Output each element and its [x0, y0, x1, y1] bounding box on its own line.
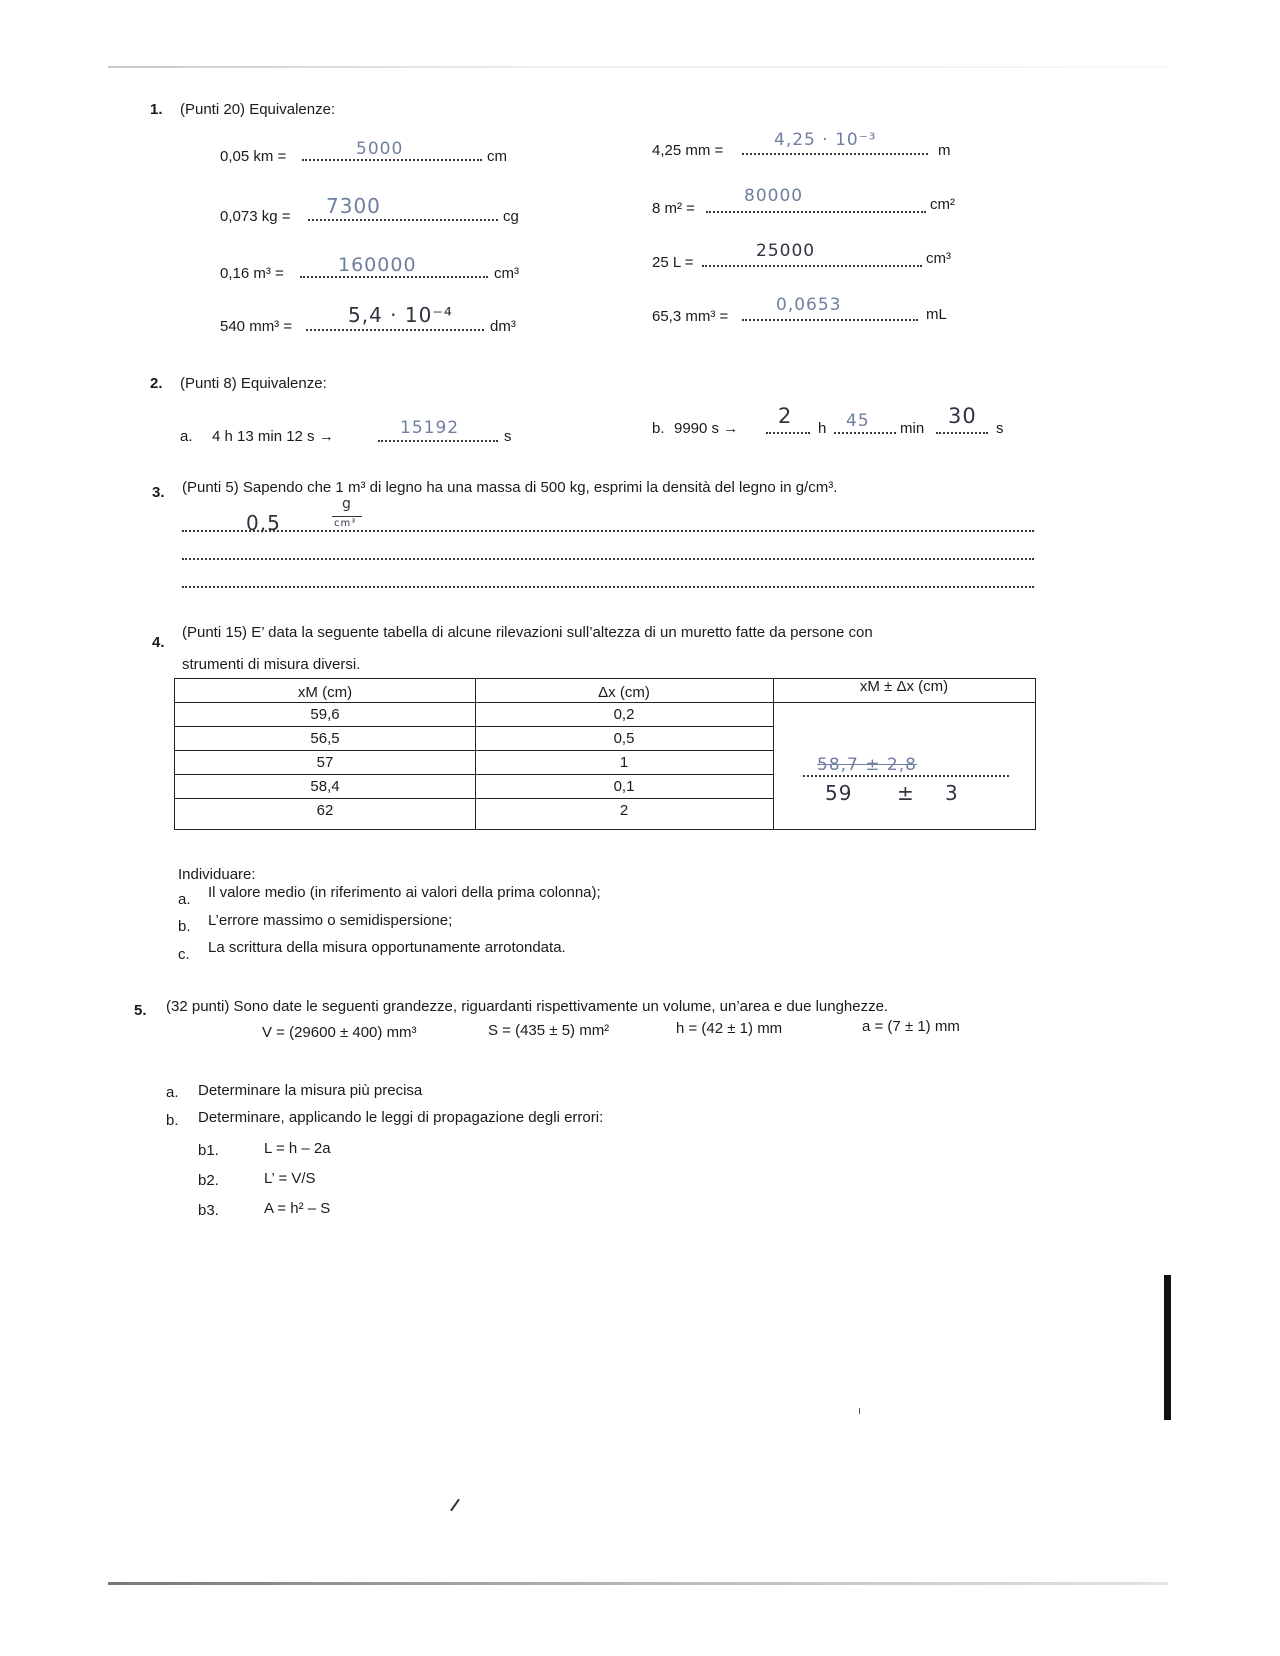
answer-line: [834, 432, 896, 434]
sub-item-label: b2.: [198, 1172, 219, 1189]
handwritten-crossed-result: 58,7 ± 2,8: [817, 755, 917, 775]
answer-line: [182, 586, 1034, 588]
unit-label: min: [900, 420, 925, 437]
column-header: xM ± Δx (cm): [859, 678, 949, 695]
table-cell: 57: [316, 754, 334, 771]
answer-line: [306, 329, 484, 331]
answer-line: [803, 775, 1009, 777]
question-number: 4.: [152, 634, 165, 651]
handwritten-answer: 5,4 · 10⁻⁴: [348, 303, 453, 327]
conversion-expression: 0,16 m³ =: [220, 265, 284, 282]
question-text: (32 punti) Sono date le seguenti grandezze, riguardanti rispettivamente un volume, un’area e due lunghezze.: [166, 998, 889, 1015]
question-number: 2.: [150, 375, 163, 392]
formula: L’ = V/S: [264, 1170, 316, 1187]
question-number: 1.: [150, 101, 163, 118]
handwritten-answer: 7300: [326, 194, 381, 218]
page-edge-shadow: [1164, 1275, 1171, 1420]
pen-mark: [859, 1408, 860, 1414]
conversion-expression: 0,05 km =: [220, 148, 287, 165]
table-cell: 0,1: [613, 778, 635, 795]
conversion-expression: 4,25 mm =: [652, 142, 724, 159]
conversion-expression: 25 L =: [652, 254, 694, 271]
column-header: xM (cm): [297, 684, 353, 701]
handwritten-answer: 2: [778, 404, 793, 428]
handwritten-answer: 160000: [338, 254, 417, 276]
handwritten-answer: 0,5: [246, 511, 281, 535]
unit-label: m: [938, 142, 951, 159]
table-row: [175, 799, 773, 822]
unit-label: cm²: [930, 196, 955, 213]
pen-mark: [450, 1499, 460, 1512]
conversion-expression: 65,3 mm³ =: [652, 308, 729, 325]
item-label: a.: [180, 428, 193, 445]
table-cell: 0,2: [613, 706, 635, 723]
item-label: b.: [178, 918, 191, 935]
table-row: [175, 751, 773, 775]
page-edge: [108, 1582, 1168, 1585]
handwritten-answer: 15192: [400, 418, 460, 438]
quantity-height: h = (42 ± 1) mm: [676, 1020, 783, 1037]
item-text: Determinare la misura più precisa: [198, 1082, 423, 1099]
answer-line: [766, 432, 810, 434]
conversion-expression: 8 m² =: [652, 200, 695, 217]
unit-label: cm³: [926, 250, 951, 267]
table-cell: 2: [619, 802, 629, 819]
question-number: 5.: [134, 1002, 147, 1019]
item-label: c.: [178, 946, 190, 963]
unit-label: s: [996, 420, 1004, 437]
item-text: Determinare, applicando le leggi di propagazione degli errori:: [198, 1109, 604, 1126]
table-cell: 56,5: [310, 730, 340, 747]
quantity-length: a = (7 ± 1) mm: [862, 1018, 960, 1035]
handwritten-answer: 5000: [356, 139, 404, 159]
handwritten-result-value: 59: [825, 781, 853, 805]
question-title: (Punti 20) Equivalenze:: [180, 101, 336, 118]
item-text: Il valore medio (in riferimento ai valori della prima colonna);: [208, 884, 601, 901]
handwritten-answer: 80000: [744, 186, 804, 206]
item-label: b.: [652, 420, 665, 437]
measurements-table: [174, 678, 1036, 830]
handwritten-answer: 25000: [756, 241, 816, 261]
item-label: a.: [178, 891, 191, 908]
instruction-heading: Individuare:: [178, 866, 256, 883]
table-row: [175, 727, 773, 751]
table-row: [175, 775, 773, 799]
item-text: La scrittura della misura opportunamente arrotondata.: [208, 939, 566, 956]
unit-label: cm³: [494, 265, 519, 282]
item-text: L’errore massimo o semidispersione;: [208, 912, 453, 929]
table-header-row: [175, 679, 1035, 703]
answer-line: [742, 319, 918, 321]
table-cell: 1: [619, 754, 629, 771]
table-cell: 62: [316, 802, 334, 819]
question-number: 3.: [152, 484, 165, 501]
time-expression: 4 h 13 min 12 s →: [212, 428, 334, 445]
answer-line: [302, 159, 482, 161]
answer-line: [378, 440, 498, 442]
answer-line: [308, 219, 498, 221]
handwritten-fraction-denominator: cm³: [334, 518, 357, 529]
column-header: Δx (cm): [598, 684, 650, 701]
item-label: a.: [166, 1084, 179, 1101]
item-label: b.: [166, 1112, 179, 1129]
conversion-expression: 540 mm³ =: [220, 318, 293, 335]
conversion-expression: 0,073 kg =: [220, 208, 291, 225]
formula: L = h – 2a: [264, 1140, 331, 1157]
unit-label: dm³: [490, 318, 516, 335]
sub-item-label: b3.: [198, 1202, 219, 1219]
table-cell: 0,5: [613, 730, 635, 747]
sub-item-label: b1.: [198, 1142, 219, 1159]
answer-line: [182, 530, 1034, 532]
quantity-volume: V = (29600 ± 400) mm³: [262, 1024, 417, 1041]
handwritten-plus-minus: ±: [897, 781, 915, 805]
answer-line: [742, 153, 928, 155]
unit-label: cg: [503, 208, 519, 225]
answer-line: [706, 211, 926, 213]
unit-label: s: [504, 428, 512, 445]
question-title: (Punti 8) Equivalenze:: [180, 375, 327, 392]
handwritten-answer: 4,25 · 10⁻³: [774, 130, 877, 150]
formula: A = h² – S: [264, 1200, 331, 1217]
answer-line: [702, 265, 922, 267]
question-text: strumenti di misura diversi.: [182, 656, 361, 673]
handwritten-fraction-numerator: g: [342, 496, 352, 512]
quantity-area: S = (435 ± 5) mm²: [488, 1022, 610, 1039]
answer-line: [936, 432, 988, 434]
handwritten-answer: 0,0653: [776, 295, 842, 315]
handwritten-answer: 45: [846, 411, 870, 431]
answer-line: [300, 276, 488, 278]
table-cell: 58,4: [310, 778, 340, 795]
table-cell: 59,6: [310, 706, 340, 723]
handwritten-answer: 30: [948, 404, 977, 428]
unit-label: mL: [926, 306, 947, 323]
unit-label: cm: [487, 148, 507, 165]
page-edge: [108, 66, 1168, 68]
table-row: [175, 703, 773, 727]
answer-line: [182, 558, 1034, 560]
time-expression: 9990 s →: [674, 420, 739, 437]
question-text: (Punti 5) Sapendo che 1 m³ di legno ha una massa di 500 kg, esprimi la densità del legno in g/cm³.: [182, 479, 838, 496]
unit-label: h: [818, 420, 827, 437]
question-text: (Punti 15) E’ data la seguente tabella di alcune rilevazioni sull’altezza di un muretto fatte da persone con: [182, 624, 873, 641]
fraction-bar: [332, 516, 362, 517]
handwritten-result-error: 3: [945, 781, 959, 805]
